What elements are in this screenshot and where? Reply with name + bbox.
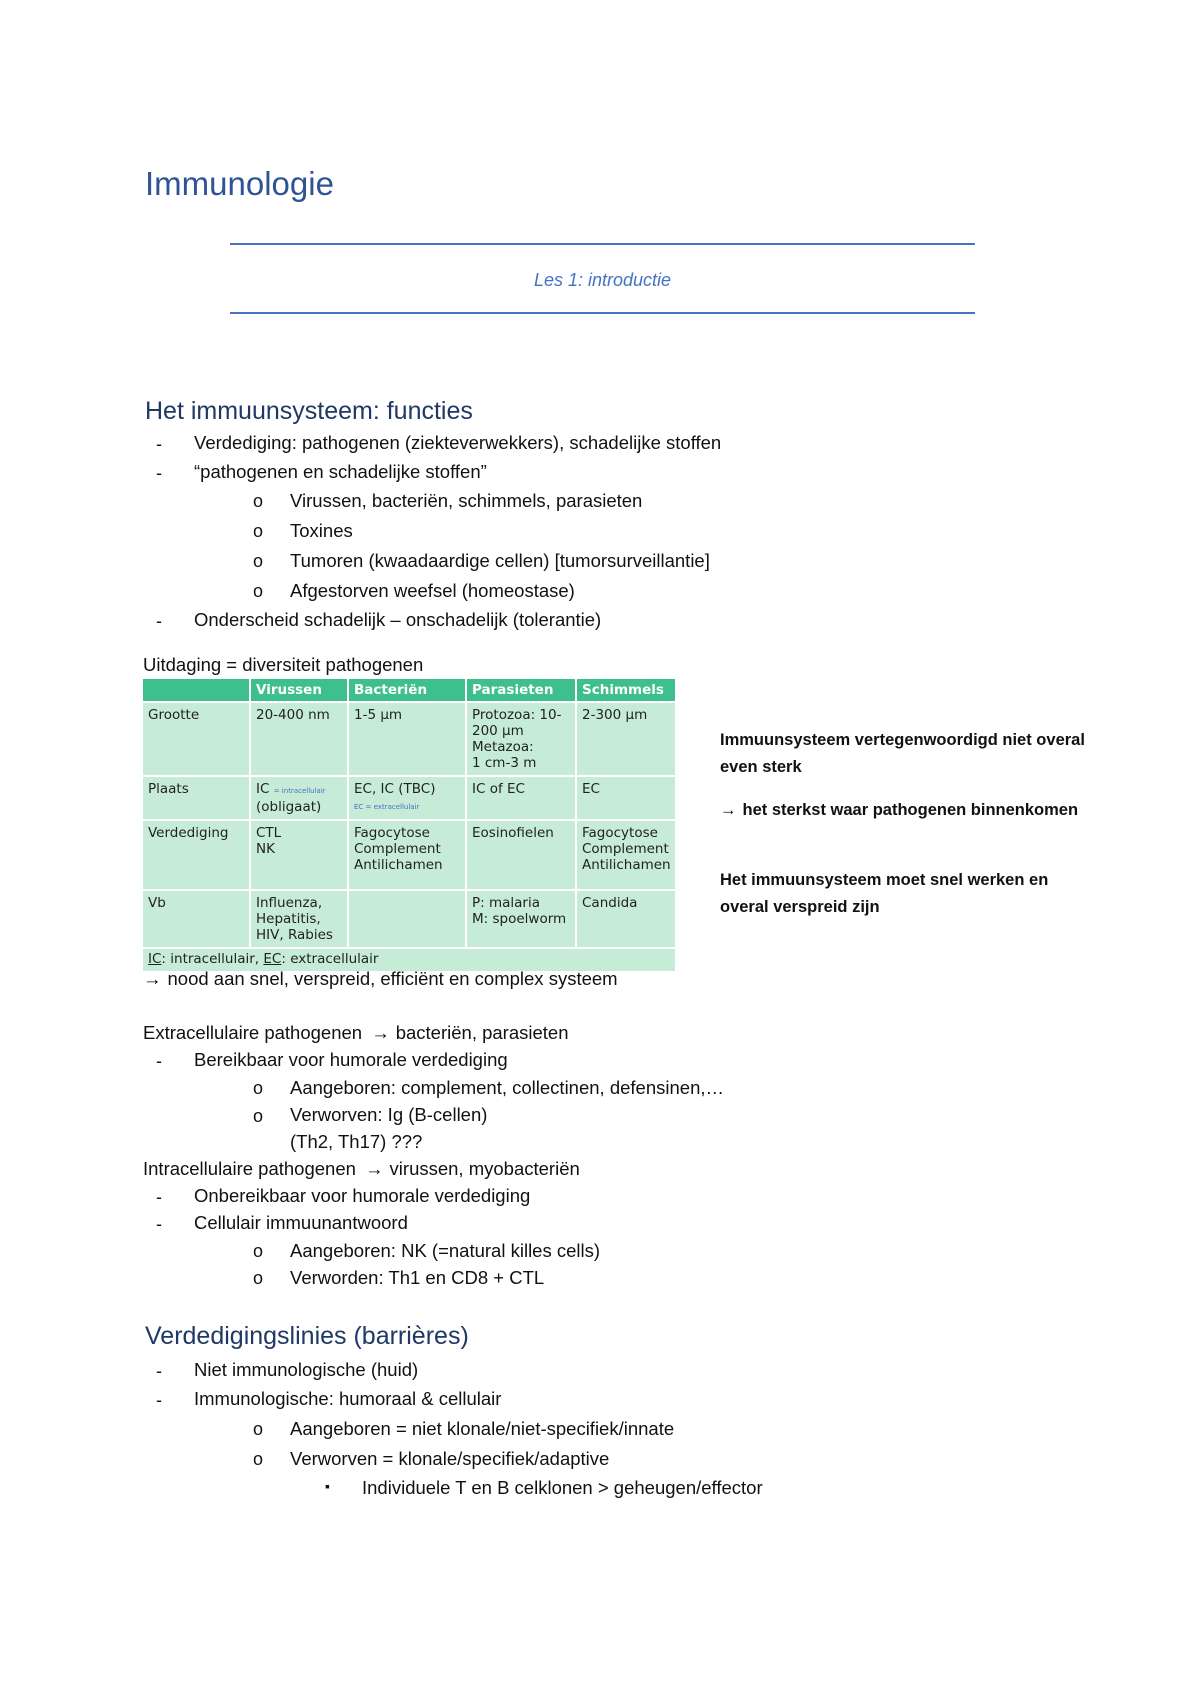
- table-cell: Fagocytose Complement Antilichamen: [576, 820, 676, 890]
- table-cell: Vb: [143, 890, 250, 948]
- list-item: Tumoren (kwaadaardige cellen) [tumorsurveillantie]: [290, 550, 710, 571]
- list-item: Aangeboren: NK (=natural killes cells): [290, 1240, 601, 1261]
- list-circle: o: [253, 491, 264, 511]
- footnote-ec: EC: [263, 951, 282, 967]
- footnote-ec-text: : extracellulair: [281, 951, 379, 967]
- sidenote-p1: Immuunsysteem vertegenwoordigd niet overal even sterk: [720, 731, 1085, 776]
- list-circle: o: [253, 1449, 264, 1469]
- table-row: [143, 820, 676, 890]
- table-header: Virussen: [250, 679, 348, 702]
- list-item: Verworven: Ig (B-cellen): [290, 1104, 488, 1125]
- intracellular-tail: virussen, myobacteriën: [389, 1158, 580, 1179]
- list-item: Virussen, bacteriën, schimmels, parasieten: [290, 490, 643, 511]
- table-cell: Influenza, Hepatitis, HIV, Rabies: [250, 890, 348, 948]
- footnote-ic-text: : intracellulair,: [161, 951, 264, 967]
- table-row: [143, 890, 676, 948]
- footnote-ic: IC: [148, 951, 162, 967]
- page-title: Immunologie: [145, 165, 334, 202]
- table-cell: EC: [576, 776, 676, 820]
- intracellular-label: Intracellulaire pathogenen: [143, 1158, 356, 1179]
- conclusion-text: nood aan snel, verspreid, efficiënt en complex systeem: [167, 968, 618, 989]
- sidenote-p2-text: het sterkst waar pathogenen binnenkomen: [742, 801, 1079, 819]
- cell-note: EC = extracellulair: [354, 803, 420, 811]
- list-item: Bereikbaar voor humorale verdediging: [194, 1049, 508, 1070]
- section-heading-functies: Het immuunsysteem: functies: [145, 397, 473, 425]
- table-row: [143, 776, 676, 820]
- table-cell: [250, 776, 348, 820]
- list-item: Verworden: Th1 en CD8 + CTL: [290, 1267, 545, 1288]
- table-header: [143, 679, 250, 702]
- list-dash: -: [156, 434, 162, 454]
- table-cell: Candida: [576, 890, 676, 948]
- arrow-icon: →: [365, 1158, 384, 1179]
- extracellular-tail: bacteriën, parasieten: [395, 1022, 569, 1043]
- table-cell: [348, 890, 466, 948]
- table-cell: Verdediging: [143, 820, 250, 890]
- list-item: (Th2, Th17) ???: [290, 1131, 423, 1152]
- cell-text: IC: [256, 781, 270, 797]
- list-square: ▪: [325, 1478, 330, 1494]
- sidenote-p2: [720, 797, 1090, 824]
- list-item: Verdediging: pathogenen (ziekteverwekkers), schadelijke stoffen: [194, 432, 722, 453]
- table-cell: Eosinofielen: [466, 820, 576, 890]
- table-header: Bacteriën: [348, 679, 466, 702]
- list-dash: -: [156, 1214, 162, 1234]
- title-rule-bottom: [230, 312, 975, 314]
- pathogen-table: [143, 679, 677, 973]
- list-item: Aangeboren = niet klonale/niet-specifiek/innate: [290, 1418, 675, 1439]
- table-cell: Fagocytose Complement Antilichamen: [348, 820, 466, 890]
- challenge-text: Uitdaging = diversiteit pathogenen: [143, 654, 424, 675]
- list-circle: o: [253, 1078, 264, 1098]
- table-row: [143, 702, 676, 776]
- list-dash: -: [156, 1361, 162, 1381]
- table-cell: 20-400 nm: [250, 702, 348, 776]
- list-circle: o: [253, 521, 264, 541]
- table-header: Parasieten: [466, 679, 576, 702]
- list-dash: -: [156, 463, 162, 483]
- page-subtitle: Les 1: introductie: [533, 270, 672, 290]
- cell-text: (obligaat): [256, 799, 322, 815]
- list-dash: -: [156, 1187, 162, 1207]
- list-item: Onbereikbaar voor humorale verdediging: [194, 1185, 531, 1206]
- list-circle: o: [253, 1106, 264, 1126]
- sidenote-p3: Het immuunsysteem moet snel werken en overal verspreid zijn: [720, 871, 1049, 916]
- table-cell: CTL NK: [250, 820, 348, 890]
- intracellular-line: [143, 1158, 580, 1180]
- table-cell: P: malaria M: spoelworm: [466, 890, 576, 948]
- list-circle: o: [253, 1419, 264, 1439]
- table-cell: Plaats: [143, 776, 250, 820]
- list-dash: -: [156, 1390, 162, 1410]
- table-cell: IC of EC: [466, 776, 576, 820]
- table-header-row: [143, 679, 676, 702]
- table-cell: 2-300 μm: [576, 702, 676, 776]
- list-item: Cellulair immuunantwoord: [194, 1212, 408, 1233]
- extracellular-line: [143, 1022, 569, 1044]
- list-circle: o: [253, 1268, 264, 1288]
- list-item: Niet immunologische (huid): [194, 1359, 419, 1380]
- arrow-icon: →: [143, 968, 162, 989]
- section-heading-verdedigingslinies: Verdedigingslinies (barrières): [145, 1322, 469, 1350]
- table-header: Schimmels: [576, 679, 676, 702]
- list-item: Toxines: [290, 520, 353, 541]
- cell-text: EC, IC (TBC): [354, 781, 436, 797]
- list-item: Verworven = klonale/specifiek/adaptive: [290, 1448, 610, 1469]
- list-item: Onderscheid schadelijk – onschadelijk (tolerantie): [194, 609, 602, 630]
- list-circle: o: [253, 581, 264, 601]
- list-item: Aangeboren: complement, collectinen, defensinen,…: [290, 1077, 724, 1098]
- list-circle: o: [253, 551, 264, 571]
- list-item: Afgestorven weefsel (homeostase): [290, 580, 575, 601]
- list-circle: o: [253, 1241, 264, 1261]
- table-cell: Grootte: [143, 702, 250, 776]
- list-item: “pathogenen en schadelijke stoffen”: [194, 461, 487, 482]
- table-cell: 1-5 μm: [348, 702, 466, 776]
- cell-note: = intracellulair: [273, 787, 326, 795]
- table-cell: [348, 776, 466, 820]
- list-item: Individuele T en B celklonen > geheugen/effector: [362, 1477, 763, 1498]
- list-dash: -: [156, 611, 162, 631]
- table-cell: Protozoa: 10-200 μm Metazoa: 1 cm-3 m: [466, 702, 576, 776]
- title-rule-top: [230, 243, 975, 245]
- list-dash: -: [156, 1051, 162, 1071]
- arrow-icon: →: [371, 1022, 390, 1043]
- arrow-icon: →: [720, 801, 737, 819]
- list-item: Immunologische: humoraal & cellulair: [194, 1388, 502, 1409]
- conclusion-line: [143, 968, 618, 990]
- extracellular-label: Extracellulaire pathogenen: [143, 1022, 363, 1043]
